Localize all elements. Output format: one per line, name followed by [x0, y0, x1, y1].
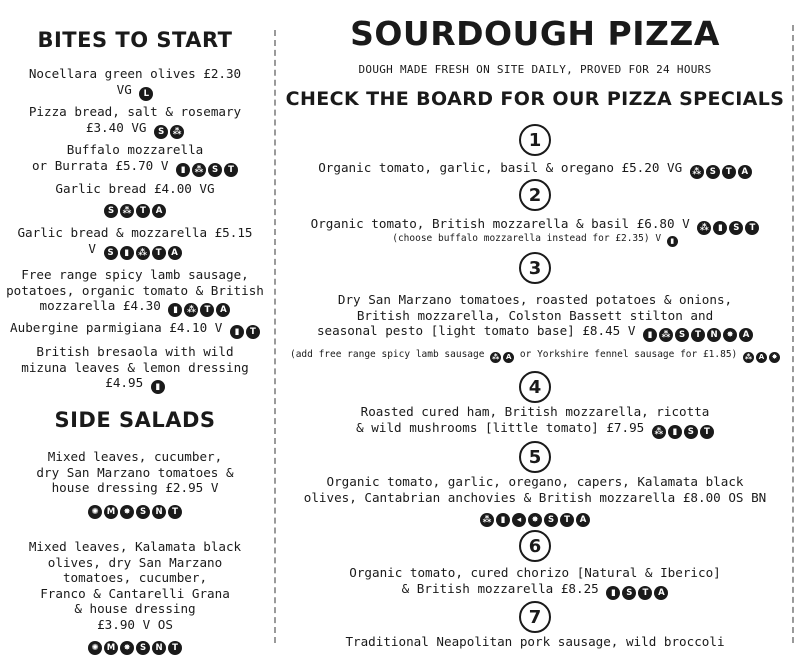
- wheat-icon: ⁂: [659, 328, 673, 342]
- nuts-icon: N: [707, 328, 721, 342]
- pizza-number-badge: 1: [519, 124, 551, 156]
- nuts-icon: N: [152, 641, 166, 655]
- menu-item: Garlic bread £4.00 VG S ⁂ T A: [6, 181, 264, 218]
- sulphites-icon: S: [706, 165, 720, 179]
- menu-item: Free range spicy lamb sausage, potatoes, organic tomato & British mozzarella £4.30 ▮ ⁂ T A: [6, 267, 264, 317]
- milk-icon: ▮: [176, 163, 190, 177]
- tomato-icon: T: [700, 425, 714, 439]
- milk-icon: ▮: [606, 586, 620, 600]
- celery-icon: ✺: [88, 505, 102, 519]
- menu-item: Aubergine parmigiana £4.10 V ▮ T: [6, 320, 264, 339]
- tomato-icon: T: [168, 641, 182, 655]
- allium-icon: A: [216, 303, 230, 317]
- sulphites-icon: S: [622, 586, 636, 600]
- wheat-icon: ⁂: [690, 165, 704, 179]
- sulphites-icon: S: [154, 125, 168, 139]
- wheat-icon: ⁂: [480, 513, 494, 527]
- salads-heading: SIDE SALADS: [54, 408, 216, 432]
- wheat-icon: ⁂: [136, 246, 150, 260]
- sulphites-icon: S: [684, 425, 698, 439]
- sulphites-icon: S: [104, 246, 118, 260]
- milk-icon: ▮: [643, 328, 657, 342]
- mustard-icon: M: [104, 505, 118, 519]
- star-icon: ✸: [120, 641, 134, 655]
- pizza-item: Traditional Neapolitan pork sausage, wild broccoli: [345, 634, 725, 649]
- milk-icon: ▮: [496, 513, 510, 527]
- wheat-icon: ⁂: [697, 221, 711, 235]
- tomato-icon: T: [168, 505, 182, 519]
- allium-icon: A: [738, 165, 752, 179]
- pizza-number-badge: 4: [519, 371, 551, 403]
- wheat-icon: ⁂: [120, 204, 134, 218]
- menu-item: Mixed leaves, Kalamata black olives, dry San Marzano tomatoes, cucumber, Franco & Cantarelli Grana & house dressing £3.90 V OS ✺ M ✸ S N T: [6, 539, 264, 655]
- tomato-icon: T: [745, 221, 759, 235]
- pizza-item: Dry San Marzano tomatoes, roasted potatoes & onions, British mozzarella, Colston Bassett stilton and seasonal pesto [light tomato base] £8.45 V ▮ ⁂ S T N ✸ A: [282, 292, 788, 342]
- milk-icon: ▮: [713, 221, 727, 235]
- allium-icon: A: [739, 328, 753, 342]
- dough-subtitle: DOUGH MADE FRESH ON SITE DAILY, PROVED FOR 24 HOURS: [358, 63, 712, 76]
- tomato-icon: T: [152, 246, 166, 260]
- menu-item: Pizza bread, salt & rosemary £3.40 VG S ⁂: [6, 104, 264, 139]
- tomato-icon: T: [560, 513, 574, 527]
- tomato-icon: T: [638, 586, 652, 600]
- allium-icon: A: [503, 352, 514, 363]
- pizza-note: (choose buffalo mozzarella instead for £2.35) V ▮: [282, 232, 788, 247]
- menu-item: Nocellara green olives £2.30 VG L: [6, 66, 264, 101]
- nuts-icon: N: [152, 505, 166, 519]
- pizza-item: Organic tomato, cured chorizo [Natural & Iberico] & British mozzarella £8.25 ▮ S T A: [282, 565, 788, 600]
- tomato-icon: T: [722, 165, 736, 179]
- pizza-item: Organic tomato, garlic, basil & oregano £5.20 VG ⁂ S T A: [282, 160, 788, 179]
- wheat-icon: ⁂: [170, 125, 184, 139]
- milk-icon: ▮: [667, 236, 678, 247]
- pizza-note: (add free range spicy lamb sausage ⁂ A or Yorkshire fennel sausage for £1.85) ⁂ A ✸: [282, 348, 788, 363]
- wheat-icon: ⁂: [184, 303, 198, 317]
- allium-icon: A: [168, 246, 182, 260]
- pizza-number-badge: 3: [519, 252, 551, 284]
- tomato-icon: T: [136, 204, 150, 218]
- pizza-number-badge: 7: [519, 601, 551, 633]
- milk-icon: ▮: [230, 325, 244, 339]
- sulphites-icon: S: [104, 204, 118, 218]
- sulphites-icon: S: [729, 221, 743, 235]
- tomato-icon: T: [691, 328, 705, 342]
- celery-icon: ✺: [88, 641, 102, 655]
- tomato-icon: T: [200, 303, 214, 317]
- pizza-number-badge: 5: [519, 441, 551, 473]
- wheat-icon: ⁂: [492, 353, 500, 361]
- wheat-icon: ⁂: [652, 425, 666, 439]
- fish-icon: ◂: [512, 513, 526, 527]
- star-icon: ✸: [528, 513, 542, 527]
- wheat-icon: ⁂: [192, 163, 206, 177]
- bites-heading: BITES TO START: [37, 28, 233, 52]
- pizza-number-badge: 6: [519, 530, 551, 562]
- milk-icon: ▮: [120, 246, 134, 260]
- sulphites-icon: S: [136, 505, 150, 519]
- sulphites-icon: S: [544, 513, 558, 527]
- pizza-item: Organic tomato, British mozzarella & basil £6.80 V ⁂ ▮ S T: [282, 216, 788, 235]
- menu-item: Mixed leaves, cucumber, dry San Marzano tomatoes & house dressing £2.95 V ✺ M ✸ S N T: [6, 449, 264, 519]
- menu-item: British bresaola with wild mizuna leaves & lemon dressing £4.95 ▮: [6, 344, 264, 394]
- milk-icon: ▮: [168, 303, 182, 317]
- star-icon: ✸: [120, 505, 134, 519]
- menu-item: Garlic bread & mozzarella £5.15 V S ▮ ⁂ T A: [6, 225, 264, 260]
- column-divider: [274, 30, 276, 643]
- right-edge-divider: [792, 25, 794, 643]
- specials-banner: CHECK THE BOARD FOR OUR PIZZA SPECIALS: [285, 88, 785, 110]
- menu-item: Buffalo mozzarella or Burrata £5.70 V ▮ ⁂ S T: [6, 142, 264, 177]
- wheat-icon: ⁂: [744, 353, 753, 361]
- pizza-heading: SOURDOUGH PIZZA: [350, 14, 720, 53]
- pizza-column: [282, 0, 788, 649]
- star-icon: ✸: [769, 352, 780, 363]
- allium-icon: A: [654, 586, 668, 600]
- milk-icon: ▮: [151, 380, 165, 394]
- sulphites-icon: S: [675, 328, 689, 342]
- pizza-number-badge: 2: [519, 179, 551, 211]
- tomato-icon: T: [246, 325, 260, 339]
- allium-icon: A: [756, 352, 767, 363]
- star-icon: ✸: [723, 328, 737, 342]
- allium-icon: A: [576, 513, 590, 527]
- allium-icon: A: [152, 204, 166, 218]
- mustard-icon: M: [104, 641, 118, 655]
- sulphites-icon: S: [208, 163, 222, 177]
- sulphites-icon: S: [136, 641, 150, 655]
- tomato-icon: T: [224, 163, 238, 177]
- pizza-item: Organic tomato, garlic, oregano, capers, Kalamata black olives, Cantabrian anchovies & British mozzarella £8.00 OS BN ⁂ ▮ ◂ ✸ S T A: [282, 474, 788, 527]
- lupin-icon: L: [139, 87, 153, 101]
- pizza-item: Roasted cured ham, British mozzarella, ricotta & wild mushrooms [little tomato] £7.95 ⁂ ▮ S T: [282, 404, 788, 439]
- milk-icon: ▮: [668, 425, 682, 439]
- bites-column: [0, 0, 270, 653]
